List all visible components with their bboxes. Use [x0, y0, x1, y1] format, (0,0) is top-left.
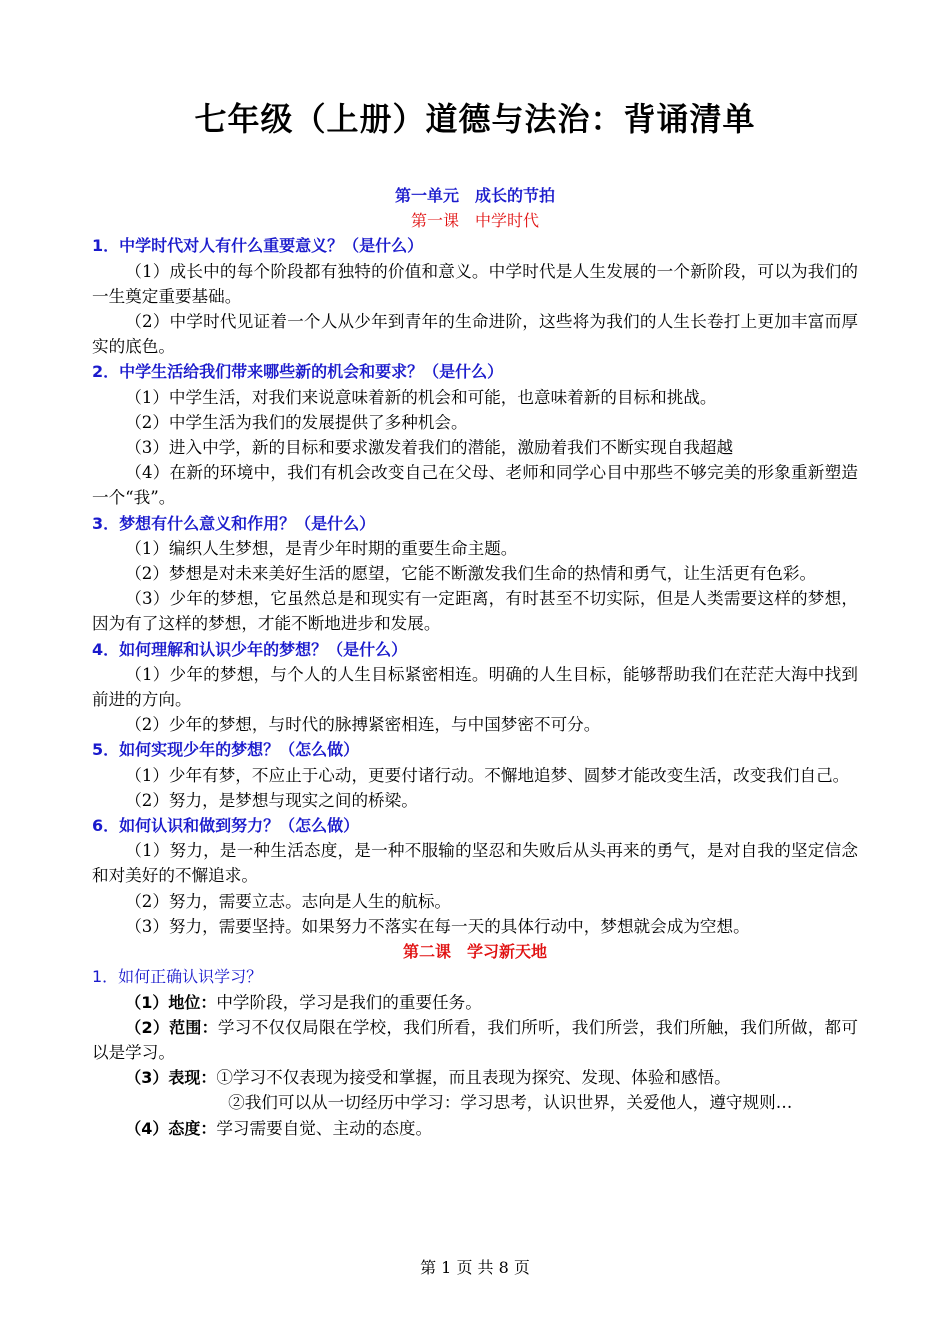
answer-point: （2）少年的梦想，与时代的脉搏紧密相连，与中国梦密不可分。	[125, 715, 601, 735]
point-label: （2）范围：	[125, 1017, 218, 1037]
answer-point	[92, 1065, 858, 1090]
answer-point: （4）在新的环境中，我们有机会改变自己在父母、老师和同学心目中那些不够完美的形象重新塑造一个“我”。	[92, 463, 858, 508]
point-text: 学习不仅仅局限在学校，我们所看，我们所听，我们所尝，我们所触，我们所做，都可以是学习。	[92, 1017, 858, 1062]
question: 1．如何正确认识学习？	[92, 967, 263, 987]
answer-point: （3）努力，需要坚持。如果努力不落实在每一天的具体行动中，梦想就会成为空想。	[125, 916, 750, 936]
answer-subpoint: ②我们可以从一切经历中学习：学习思考，认识世界，关爱他人，遵守规则…	[228, 1093, 793, 1113]
answer-point: （3）进入中学，新的目标和要求激发着我们的潜能，激励着我们不断实现自我超越	[125, 438, 734, 458]
page-number: 第 1 页 共 8 页	[420, 1258, 530, 1277]
question: 5．如何实现少年的梦想？（怎么做）	[92, 740, 360, 760]
answer-point	[92, 1015, 858, 1065]
document-title: 七年级（上册）道德与法治：背诵清单	[194, 100, 756, 138]
answer-point: （1）少年有梦，不应止于心动，更要付诸行动。不懈地追梦、圆梦才能改变生活，改变我们自己。	[125, 765, 850, 785]
point-text: 中学阶段，学习是我们的重要任务。	[216, 992, 482, 1012]
lesson-heading: 第一课 中学时代	[410, 211, 539, 231]
point-label: （3）表现：	[125, 1068, 217, 1088]
answer-point: （2）努力，需要立志。志向是人生的航标。	[125, 891, 452, 911]
answer-point: （3）少年的梦想，它虽然总是和现实有一定距离，有时甚至不切实际，但是人类需要这样的梦想，因为有了这样的梦想，才能不断地进步和发展。	[92, 589, 858, 634]
answer-point: （2）中学生活为我们的发展提供了多种机会。	[125, 412, 468, 432]
lesson-heading: 第二课 学习新天地	[402, 942, 547, 962]
answer-point	[92, 1116, 858, 1141]
point-label: （4）态度：	[125, 1118, 217, 1138]
answer-point: （2）努力，是梦想与现实之间的桥梁。	[125, 790, 418, 810]
answer-point: （1）成长中的每个阶段都有独特的价值和意义。中学时代是人生发展的一个新阶段，可以为我们的一生奠定重要基础。	[92, 261, 858, 306]
question: 6．如何认识和做到努力？（怎么做）	[92, 816, 360, 836]
answer-point: （1）中学生活，对我们来说意味着新的机会和可能，也意味着新的目标和挑战。	[125, 387, 717, 407]
answer-point: （1）编织人生梦想，是青少年时期的重要生命主题。	[125, 538, 518, 558]
point-label: （1）地位：	[125, 992, 217, 1012]
document-body	[92, 183, 858, 1141]
answer-point: （1）努力，是一种生活态度，是一种不服输的坚忍和失败后从头再来的勇气，是对自我的坚定信念和对美好的不懈追求。	[92, 841, 858, 886]
point-text: 学习需要自觉、主动的态度。	[216, 1118, 433, 1138]
question: 1．中学时代对人有什么重要意义？（是什么）	[92, 236, 424, 256]
question: 3．梦想有什么意义和作用？（是什么）	[92, 513, 376, 533]
answer-point: （1）少年的梦想，与个人的人生目标紧密相连。明确的人生目标，能够帮助我们在茫茫大海中找到前进的方向。	[92, 664, 858, 710]
question: 4．如何理解和认识少年的梦想？（是什么）	[92, 639, 408, 659]
answer-point	[92, 990, 858, 1015]
answer-point: （2）中学时代见证着一个人从少年到青年的生命进阶，这些将为我们的人生长卷打上更加丰富而厚实的底色。	[92, 312, 858, 357]
point-text: ①学习不仅表现为接受和掌握，而且表现为探究、发现、体验和感悟。	[216, 1068, 731, 1088]
unit-heading: 第一单元 成长的节拍	[394, 186, 555, 205]
answer-point: （2）梦想是对未来美好生活的愿望，它能不断激发我们生命的热情和勇气，让生活更有色彩。	[125, 564, 817, 584]
question: 2．中学生活给我们带来哪些新的机会和要求？（是什么）	[92, 362, 504, 382]
